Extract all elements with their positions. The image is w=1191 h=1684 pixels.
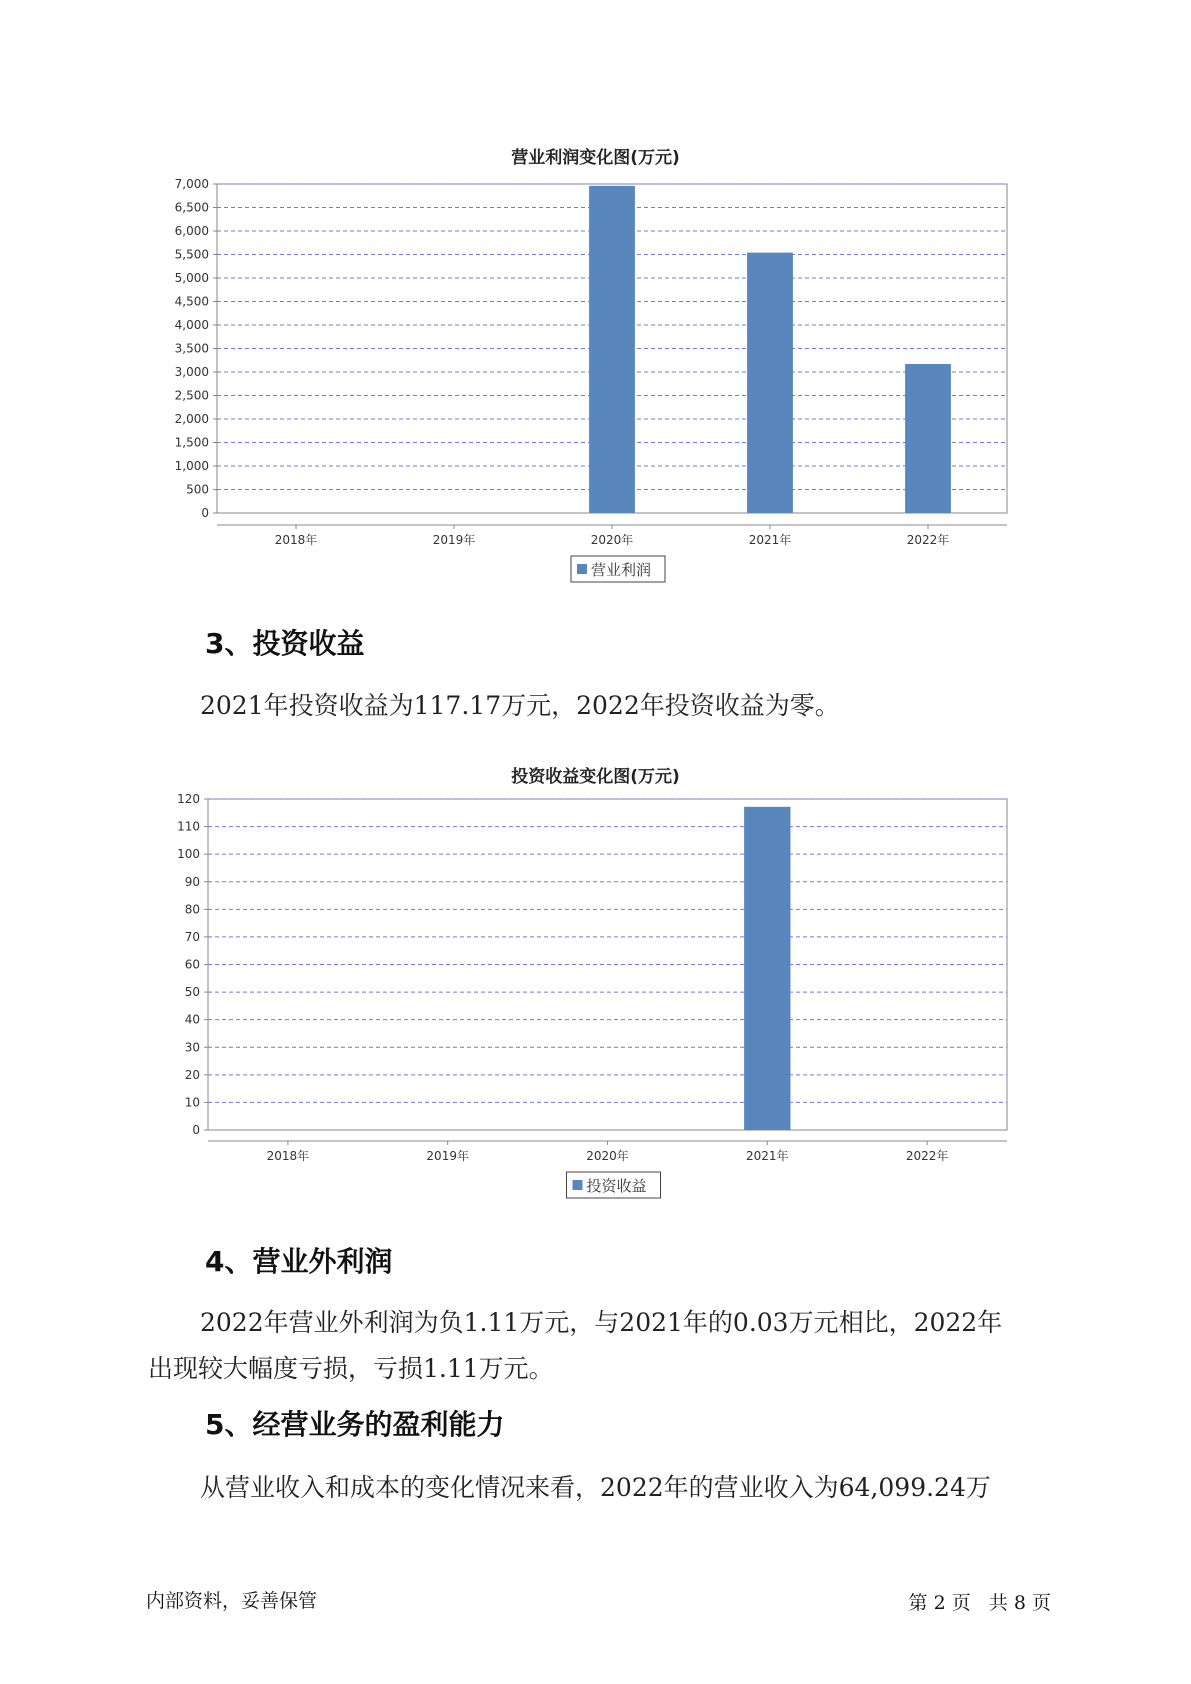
- x-tick-label: 2021年: [748, 533, 792, 547]
- chart1-title: 营业利润变化图(万元): [511, 148, 680, 168]
- legend-swatch: [573, 1180, 583, 1190]
- y-tick-label: 40: [184, 1012, 200, 1027]
- footer-confidential-note: 内部资料，妥善保管: [146, 1590, 318, 1612]
- x-tick-label: 2021年: [746, 1149, 789, 1163]
- y-tick-label: 110: [177, 819, 200, 834]
- y-tick-label: 50: [184, 985, 200, 1000]
- y-tick-label: 80: [184, 902, 200, 917]
- y-tick-label: 10: [184, 1095, 200, 1110]
- legend-label: 营业利润: [591, 561, 652, 579]
- bar: [744, 807, 790, 1130]
- section5-paragraph: 从营业收入和成本的变化情况来看，2022年的营业收入为64,099.24万: [200, 1473, 991, 1502]
- x-tick-label: 2018年: [274, 533, 318, 547]
- y-tick-label: 1,500: [174, 435, 209, 450]
- y-tick-label: 2,500: [174, 388, 209, 403]
- y-tick-label: 6,000: [174, 224, 209, 238]
- legend: [567, 1172, 661, 1198]
- y-tick-label: 60: [184, 957, 200, 972]
- y-tick-label: 100: [177, 847, 200, 862]
- y-tick-label: 0: [201, 506, 209, 520]
- y-tick-label: 90: [184, 874, 200, 889]
- x-tick-label: 2020年: [586, 1149, 629, 1163]
- y-tick-label: 5,000: [174, 271, 209, 285]
- x-tick-label: 2019年: [426, 1149, 469, 1163]
- y-tick-label: 20: [184, 1067, 200, 1082]
- y-tick-label: 4,500: [174, 294, 209, 309]
- section4-paragraph-line2: 出现较大幅度亏损，亏损1.11万元。: [148, 1354, 554, 1383]
- section4-heading: 4、营业外利润: [205, 1245, 393, 1278]
- chart2-title: 投资收益变化图(万元): [511, 767, 680, 787]
- y-tick-label: 120: [177, 792, 200, 806]
- y-tick-label: 5,500: [174, 247, 209, 262]
- section5-heading: 5、经营业务的盈利能力: [205, 1408, 505, 1441]
- y-tick-label: 6,500: [174, 200, 209, 215]
- x-tick-label: 2019年: [432, 533, 476, 547]
- x-tick-label: 2018年: [266, 1149, 310, 1163]
- y-tick-label: 1,000: [174, 459, 209, 473]
- legend-label: 投资收益: [586, 1177, 647, 1195]
- y-tick-label: 0: [192, 1123, 200, 1137]
- y-tick-label: 30: [184, 1040, 200, 1055]
- section3-paragraph: 2021年投资收益为117.17万元，2022年投资收益为零。: [200, 691, 840, 720]
- y-tick-label: 70: [184, 929, 200, 944]
- y-tick-label: 500: [186, 482, 209, 497]
- section4-paragraph-line1: 2022年营业外利润为负1.11万元，与2021年的0.03万元相比，2022年: [200, 1308, 1003, 1337]
- x-tick-label: 2022年: [905, 1149, 949, 1163]
- x-tick-label: 2020年: [590, 533, 634, 547]
- y-tick-label: 3,500: [174, 341, 209, 356]
- y-tick-label: 3,000: [174, 365, 209, 379]
- x-tick-label: 2022年: [906, 533, 950, 547]
- y-tick-label: 4,000: [174, 318, 209, 332]
- y-tick-label: 2,000: [174, 412, 209, 426]
- section3-heading: 3、投资收益: [205, 627, 365, 660]
- footer-page-number: 第 2 页 共 8 页: [908, 1592, 1051, 1614]
- y-tick-label: 7,000: [174, 177, 209, 191]
